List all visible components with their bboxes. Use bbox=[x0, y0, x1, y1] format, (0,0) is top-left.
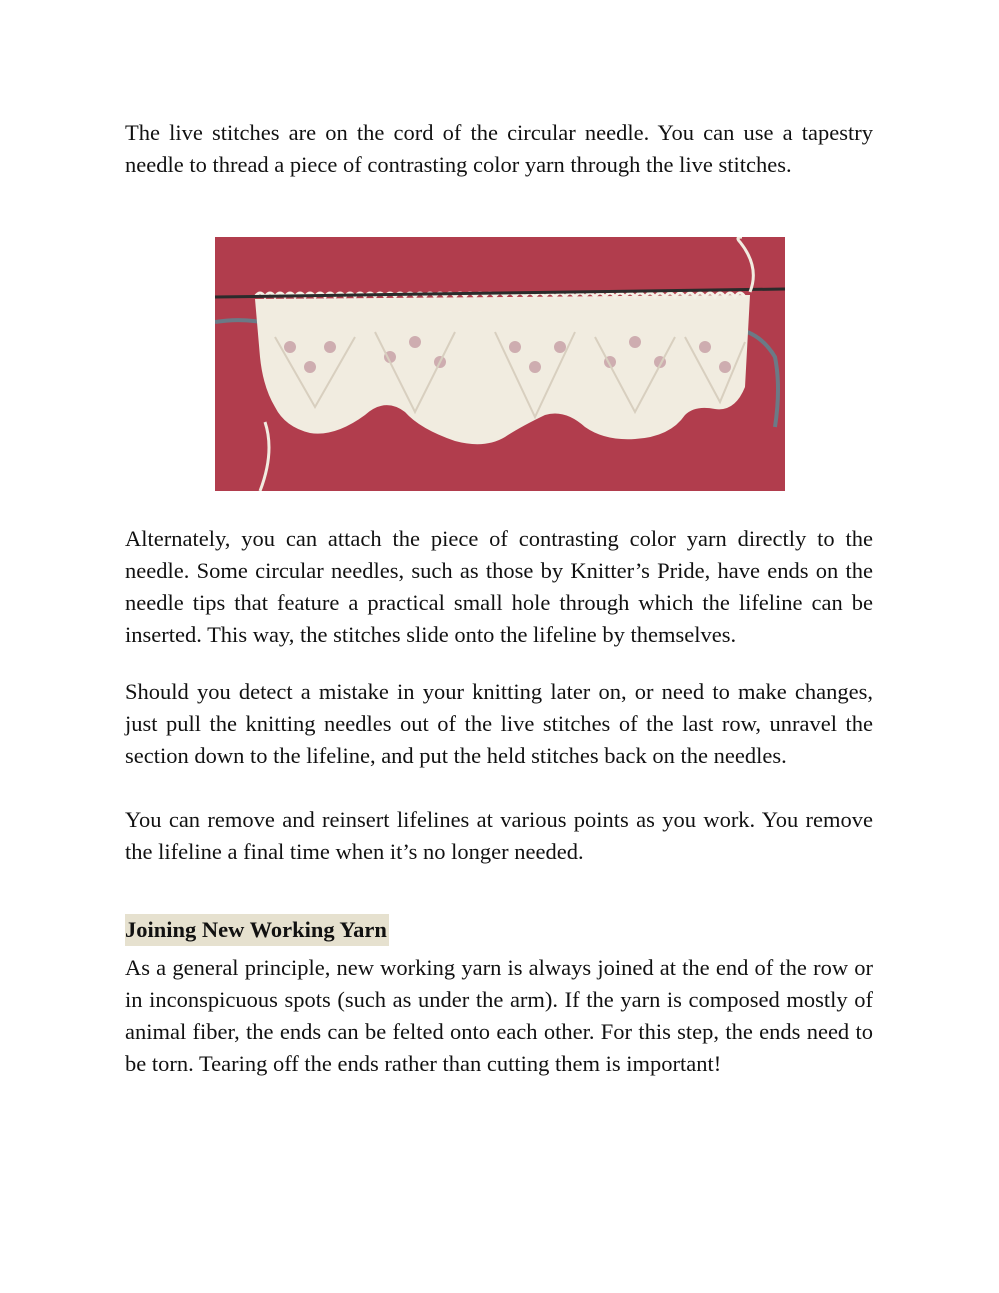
paragraph-mistake: Should you detect a mistake in your knitting later on, or need to make changes, just pull the knitting needles out of the live stitches of the last row, unravel the section down to the lifeline, and put the held stitches back on the needles. bbox=[125, 679, 873, 768]
section-heading-joining: Joining New Working Yarn bbox=[125, 914, 389, 946]
paragraph-joining-yarn: As a general principle, new working yarn is always joined at the end of the row or in inconspicuous spots (such as under the arm). If the yarn is composed mostly of animal fiber, the ends can be felted onto each other. For this step, the ends need to be torn. Tearing off the ends rather than cutting them is important! bbox=[125, 955, 873, 1076]
paragraph-alternately: Alternately, you can attach the piece of contrasting color yarn directly to the needle. Some circular needles, such as those by Knitter’s Pride, have ends on the needle tips that feature a practical small hole through which the lifeline can be inserted. This way, the stitches slide onto the lifeline by themselves. bbox=[125, 526, 873, 647]
paragraph-live-stitches: The live stitches are on the cord of the circular needle. You can use a tapestry needle to thread a piece of contrasting color yarn through the live stitches. bbox=[125, 120, 873, 177]
knitted-lace-fabric bbox=[255, 295, 750, 444]
knitting-lace-photo bbox=[215, 237, 785, 491]
paragraph-remove-lifeline: You can remove and reinsert lifelines at various points as you work. You remove the lifeline a final time when it’s no longer needed. bbox=[125, 807, 873, 864]
